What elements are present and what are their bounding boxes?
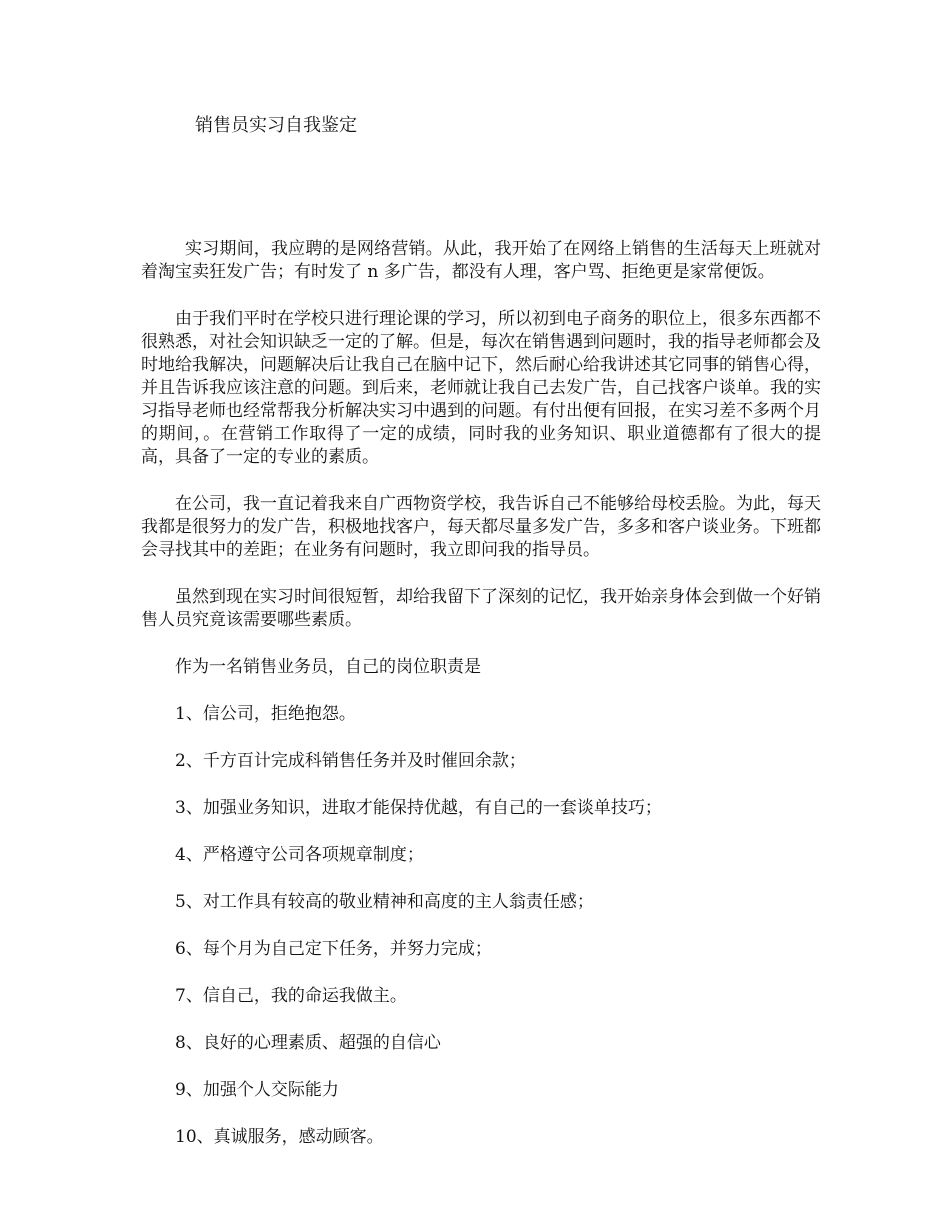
list-item: 1、信公司，拒绝抱怨。 — [175, 704, 356, 724]
list-item: 5、对工作具有较高的敬业精神和高度的主人翁责任感； — [175, 892, 594, 912]
list-item: 7、信自己，我的命运我做主。 — [175, 986, 407, 1006]
list-item: 10、真诚服务，感动顾客。 — [175, 1127, 384, 1147]
paragraph-company: 在公司，我一直记着我来自广西物资学校，我告诉自己不能够给母校丢脸。为此，每天我都是很努力的发广告，积极地找客户，每天都尽量多发广告，多多和客户谈业务。下班都会寻找其中的差距；在业务有问题时，我立即问我的指导员。 — [141, 494, 821, 560]
list-item: 8、良好的心理素质、超强的自信心 — [175, 1033, 441, 1053]
document-body — [141, 238, 821, 1149]
list-item: 6、每个月为自己定下任务，并努力完成； — [175, 939, 492, 959]
paragraph-duties-intro: 作为一名销售业务员，自己的岗位职责是 — [175, 657, 481, 677]
list-item: 2、千方百计完成科销售任务并及时催回余款； — [175, 751, 526, 771]
document-title: 销售员实习自我鉴定 — [195, 115, 357, 136]
list-item: 3、加强业务知识，进取才能保持优越，有自己的一套谈单技巧； — [175, 798, 662, 818]
paragraph-reflection: 虽然到现在实习时间很短暂，却给我留下了深刻的记忆，我开始亲身体会到做一个好销售人员究竟该需要哪些素质。 — [141, 587, 821, 630]
list-item: 9、加强个人交际能力 — [175, 1080, 339, 1100]
paragraph-internship-intro: 实习期间，我应聘的是网络营销。从此，我开始了在网络上销售的生活每天上班就对着淘宝卖狂发广告；有时发了 n 多广告，都没有人理，客户骂、拒绝更是家常便饭。 — [141, 239, 821, 282]
list-item: 4、严格遵守公司各项规章制度； — [175, 845, 424, 865]
paragraph-learning: 由于我们平时在学校只进行理论课的学习，所以初到电子商务的职位上，很多东西都不很熟悉，对社会知识缺乏一定的了解。但是，每次在销售遇到问题时，我的指导老师都会及时地给我解决，问题解决后让我自己在脑中记下，然后耐心给我讲述其它同事的销售心得，并且告诉我应该注意的问题。到后来，老师就让我自己去发广告，自己找客户谈单。我的实习指导老师也经常帮我分析解决实习中遇到的问题。有付出便有回报，在实习差不多两个月的期间，。在营销工作取得了一定的成绩，同时我的业务知识、职业道德都有了很大的提高，具备了一定的专业的素质。 — [141, 309, 821, 467]
